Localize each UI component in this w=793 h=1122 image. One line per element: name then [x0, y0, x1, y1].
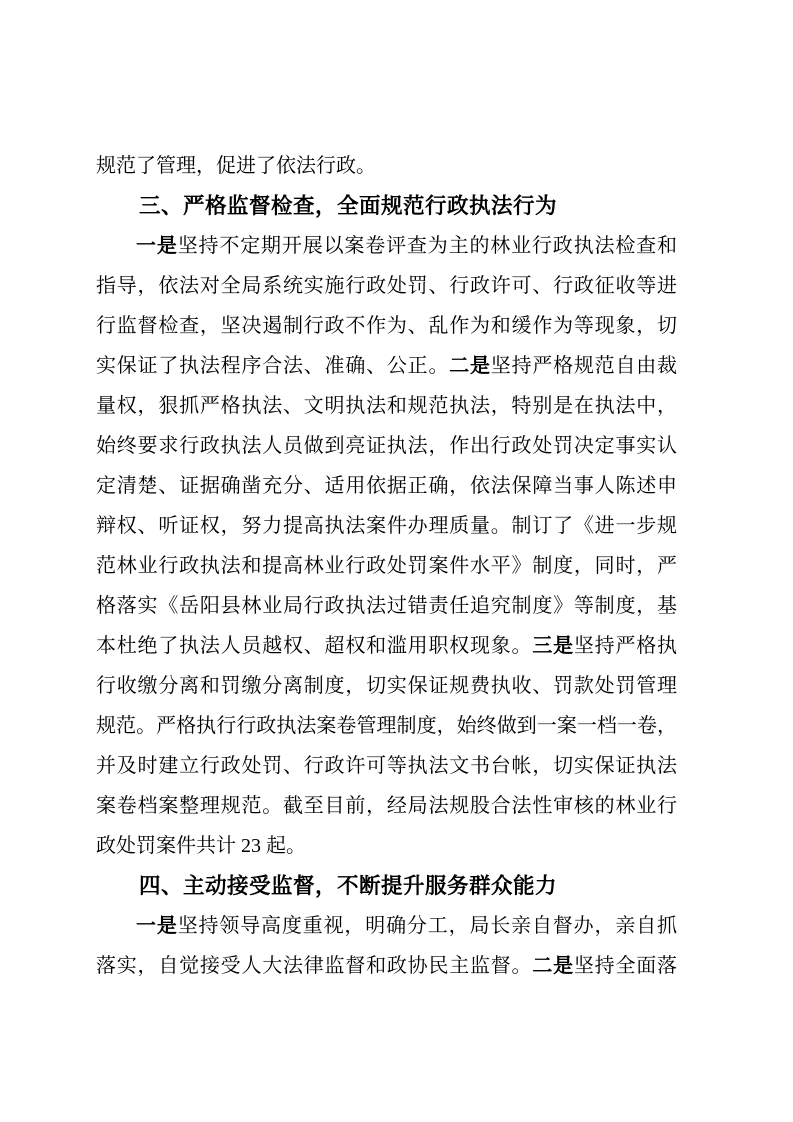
text-line: [96, 626, 677, 666]
text-line: [96, 266, 677, 306]
text-line: [96, 786, 677, 826]
section-heading: [96, 186, 677, 226]
text-run: 行收缴分离和罚缴分离制度，切实保证规费执收、罚款处罚管理: [96, 675, 677, 697]
text-line: [96, 546, 677, 586]
text-line: [96, 706, 677, 746]
text-line: [96, 466, 677, 506]
text-run: 坚持不定期开展以案卷评查为主的林业行政执法检查和: [177, 235, 678, 257]
text-run: 范林业行政执法和提高林业行政处罚案件水平》制度，同时，严: [96, 555, 677, 577]
text-run: 规范。严格执行行政执法案卷管理制度，始终做到一案一档一卷，: [96, 715, 677, 737]
text-run: 坚持领导高度重视，明确分工，局长亲自督办，亲自抓: [177, 915, 678, 937]
text-run: 坚持全面落: [573, 955, 678, 977]
text-run: 实保证了执法程序合法、准确、公正。: [96, 355, 450, 377]
section-heading: [96, 866, 677, 906]
text-line: [96, 226, 677, 266]
text-run: 辩权、听证权，努力提高执法案件办理质量。制订了《进一步规: [96, 515, 677, 537]
text-run: 案卷档案整理规范。截至目前，经局法规股合法性审核的林业行: [96, 795, 677, 817]
text-line: [96, 746, 677, 786]
bold-emphasis-run: 三、严格监督检查，全面规范行政执法行为: [139, 194, 558, 218]
text-line: [96, 666, 677, 706]
text-run: 指导，依法对全局系统实施行政处罚、行政许可、行政征收等进: [96, 275, 677, 297]
bold-emphasis-run: 一是: [136, 235, 178, 257]
text-run: 落实，自觉接受人大法律监督和政协民主监督。: [96, 955, 533, 977]
text-line: [96, 426, 677, 466]
bold-emphasis-run: 一是: [136, 915, 178, 937]
text-line: [96, 826, 677, 866]
text-line: [96, 506, 677, 546]
bold-emphasis-run: 三是: [532, 635, 574, 657]
text-line: [96, 586, 677, 626]
text-line: [96, 386, 677, 426]
document-text-area: [96, 146, 677, 986]
text-run: 本杜绝了执法人员越权、超权和滥用职权现象。: [96, 635, 533, 657]
text-run: 始终要求行政执法人员做到亮证执法，作出行政处罚决定事实认: [96, 435, 677, 457]
bold-emphasis-run: 二是: [449, 355, 491, 377]
text-line: [96, 906, 677, 946]
text-run: 定清楚、证据确凿充分、适用依据正确，依法保障当事人陈述申: [96, 475, 677, 497]
text-run: 格落实《岳阳县林业局行政执法过错责任追究制度》等制度，基: [96, 595, 677, 617]
text-run: 政处罚案件共计 23 起。: [96, 835, 306, 857]
text-line: [96, 346, 677, 386]
text-run: 坚持严格规范自由裁: [490, 355, 678, 377]
text-line: [96, 946, 677, 986]
text-run: 坚持严格执: [573, 635, 678, 657]
text-run: 规范了管理，促进了依法行政。: [96, 155, 376, 177]
text-run: 量权，狠抓严格执法、文明执法和规范执法，特别是在执法中，: [96, 395, 677, 417]
text-line: [96, 306, 677, 346]
text-line: [96, 146, 677, 186]
bold-emphasis-run: 四、主动接受监督，不断提升服务群众能力: [139, 874, 558, 898]
text-run: 并及时建立行政处罚、行政许可等执法文书台帐，切实保证执法: [96, 755, 677, 777]
bold-emphasis-run: 二是: [532, 955, 574, 977]
text-run: 行监督检查，坚决遏制行政不作为、乱作为和缓作为等现象，切: [96, 315, 677, 337]
